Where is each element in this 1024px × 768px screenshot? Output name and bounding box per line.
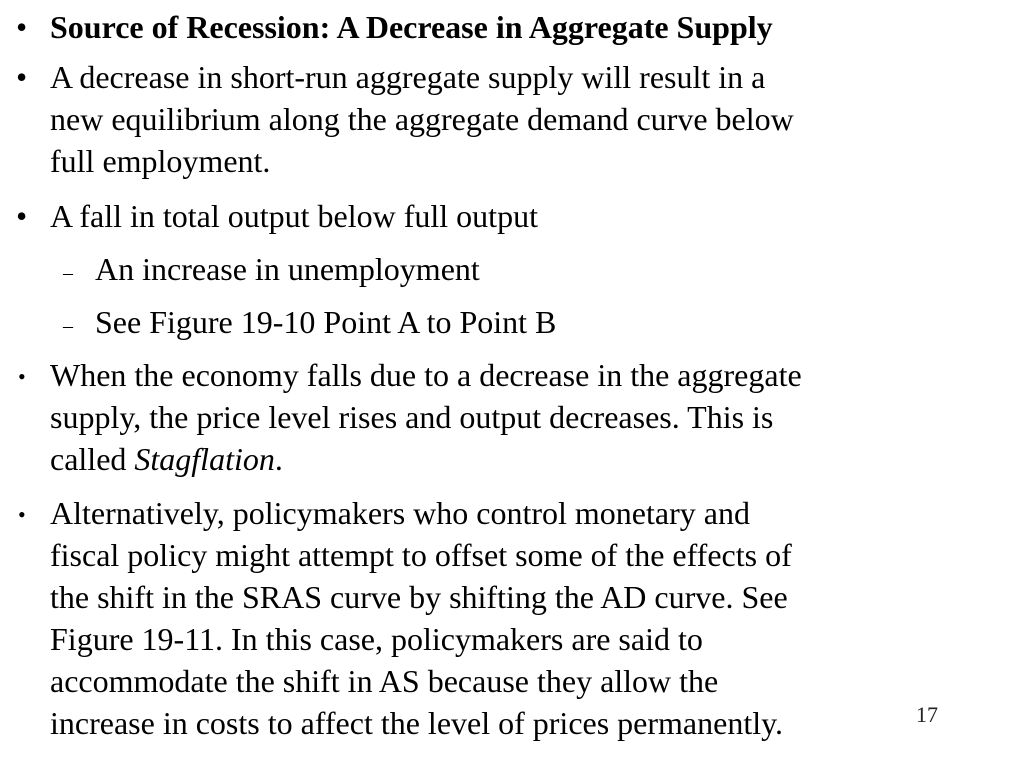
bullet-3 bbox=[18, 354, 1000, 480]
bullet-marker: • bbox=[18, 502, 26, 527]
bullet-3-line-1: When the economy falls due to a decrease in the aggregate bbox=[50, 357, 802, 393]
sub-bullet-1-text: An increase in unemployment bbox=[95, 251, 480, 287]
bullet-4 bbox=[18, 492, 1000, 744]
bullet-3-period: . bbox=[274, 441, 283, 477]
bullet-1 bbox=[16, 56, 1000, 182]
sub-bullet-2 bbox=[63, 301, 557, 343]
sub-bullet-2-text: See Figure 19-10 Point A to Point B bbox=[95, 304, 557, 340]
bullet-marker: • bbox=[16, 198, 28, 234]
bullet-4-line-5: accommodate the shift in AS because they allow the bbox=[50, 663, 719, 699]
bullet-4-line-1: Alternatively, policymakers who control monetary and bbox=[50, 495, 750, 531]
slide-heading: Source of Recession: A Decrease in Aggregate Supply bbox=[50, 9, 773, 45]
bullet-2-text: A fall in total output below full output bbox=[50, 198, 538, 234]
bullet-1-line-2: new equilibrium along the aggregate demand curve below bbox=[50, 101, 794, 137]
bullet-4-line-4: Figure 19-11. In this case, policymakers are said to bbox=[50, 621, 703, 657]
bullet-1-line-3: full employment. bbox=[50, 143, 271, 179]
bullet-4-line-3: the shift in the SRAS curve by shifting the AD curve. See bbox=[50, 579, 788, 615]
page-number: 17 bbox=[916, 702, 938, 727]
bullet-1-line-1: A decrease in short-run aggregate supply will result in a bbox=[50, 59, 766, 95]
bullet-title bbox=[16, 6, 1000, 48]
sub-bullet-1 bbox=[63, 248, 480, 290]
bullet-3-line-2: supply, the price level rises and output decreases. This is bbox=[50, 399, 774, 435]
dash-marker: – bbox=[63, 262, 73, 284]
bullet-marker: • bbox=[18, 364, 26, 389]
bullet-4-line-6: increase in costs to affect the level of prices permanently. bbox=[50, 705, 784, 741]
bullet-marker: • bbox=[16, 9, 28, 45]
bullet-marker: • bbox=[16, 59, 28, 95]
dash-marker: – bbox=[63, 315, 73, 337]
bullet-4-line-2: fiscal policy might attempt to offset some of the effects of bbox=[50, 537, 792, 573]
stagflation-term: Stagflation bbox=[134, 441, 275, 477]
bullet-2 bbox=[16, 195, 1000, 237]
bullet-3-line-3 bbox=[50, 438, 1000, 480]
bullet-3-line-3-text: called bbox=[50, 441, 135, 477]
